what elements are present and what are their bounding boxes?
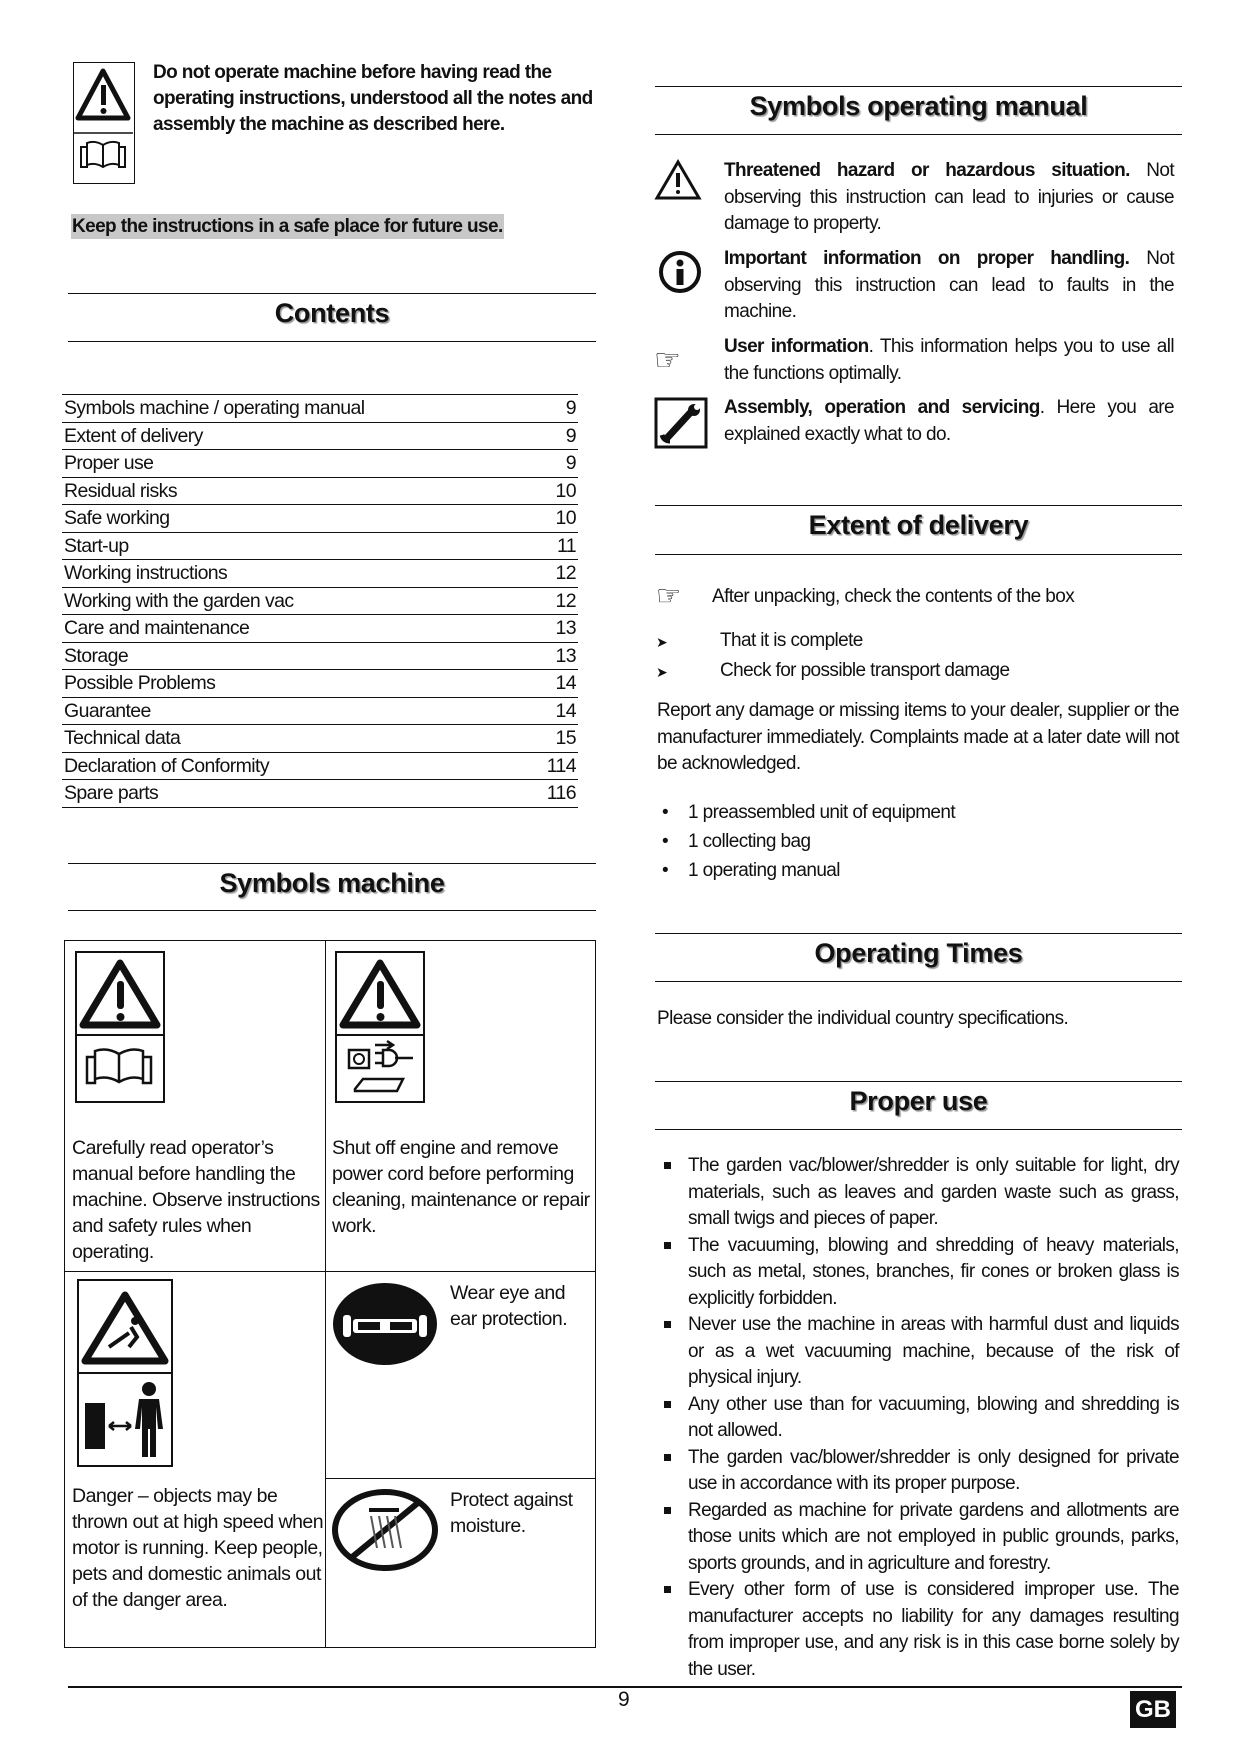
toc-row: [62, 560, 578, 588]
toc-page: 9: [565, 397, 576, 419]
extent-items-list: [662, 798, 956, 885]
square-bullet-icon: [664, 1507, 671, 1514]
extent-check-0: That it is complete: [720, 630, 863, 651]
proper-use-item-text: Any other use than for vacuuming, blowing and shredding is not allowed.: [688, 1393, 1179, 1441]
toc-label: Spare parts: [64, 782, 159, 804]
read-manual-symbol-icon: [75, 951, 165, 1103]
toc-label: Working instructions: [64, 562, 228, 584]
unplug-symbol-icon: [335, 951, 425, 1103]
toc-label: Care and maintenance: [64, 617, 250, 639]
toc-label: Proper use: [64, 452, 154, 474]
toc-row: [62, 753, 578, 781]
toc-page: 13: [555, 617, 576, 639]
warning-read-manual-icon: [73, 62, 135, 184]
toc-row: [62, 615, 578, 643]
toc-page: 15: [555, 727, 576, 749]
proper-use-item-text: Never use the machine in areas with harmful dust and liquids or as a wet vacuuming machine, because of the risk of physical injury.: [688, 1314, 1179, 1388]
symbol-manual-item-3: [724, 395, 1174, 448]
list-item-text: 1 collecting bag: [688, 831, 811, 852]
toc-page: 114: [546, 754, 576, 777]
extent-hint: After unpacking, check the contents of the box: [712, 586, 1075, 607]
extent-heading: Extent of delivery: [808, 510, 1029, 540]
toc-page: 11: [556, 534, 576, 557]
toc-label: Working with the garden vac: [64, 589, 294, 612]
proper-use-item: [688, 1233, 1179, 1313]
proper-use-list: [688, 1153, 1179, 1683]
symbols-manual-heading: Symbols operating manual: [749, 91, 1088, 121]
thrown-objects-symbol-icon: [77, 1279, 173, 1467]
toc-label: Residual risks: [64, 479, 177, 502]
toc-label: Safe working: [64, 507, 170, 529]
toc-row: [62, 698, 578, 726]
toc-row: [62, 533, 578, 561]
pointing-hand-icon: ☞: [654, 344, 681, 377]
proper-use-item-text: The garden vac/blower/shredder is only suitable for light, dry materials, such as leaves and garden waste such as grass, small twigs and pieces of paper.: [688, 1155, 1179, 1229]
toc-label: Symbols machine / operating manual: [64, 397, 365, 419]
toc-row: [62, 780, 578, 808]
extent-report-text: Report any damage or missing items to your dealer, supplier or the manufacturer immediately. Complaints made at a later date will not be acknowledged.: [657, 700, 1179, 774]
list-item: [662, 827, 955, 856]
symbol-manual-item-bold: Assembly, operation and servicing: [724, 397, 1040, 418]
toc-row: [62, 725, 578, 753]
page-number: 9: [618, 1688, 630, 1711]
toc-page: 10: [555, 479, 576, 502]
symbols-machine-table: [64, 940, 596, 1648]
symbol-read-manual-text: Carefully read operator’s manual before handling the machine. Observe instructions and safety rules when operating.: [72, 1137, 320, 1263]
symbol-manual-item-bold: Important information on proper handling.: [724, 248, 1130, 269]
proper-use-item: [688, 1312, 1179, 1392]
square-bullet-icon: [664, 1454, 671, 1461]
symbol-manual-item-0: [724, 158, 1174, 238]
arrow-bullet-icon: ➤: [656, 664, 668, 680]
extent-check-1: Check for possible transport damage: [720, 660, 1010, 681]
toc-row: [62, 423, 578, 451]
keep-instructions-note: Keep the instructions in a safe place for future use.: [72, 216, 503, 237]
toc-label: Technical data: [64, 727, 181, 749]
symbol-manual-item-text: . This information helps you to use all the functions optimally.: [724, 336, 1175, 384]
warning-triangle-icon: [654, 159, 702, 201]
toc-row: [62, 588, 578, 616]
toc-row: [62, 450, 578, 478]
proper-use-item: [688, 1445, 1179, 1498]
square-bullet-icon: [664, 1321, 671, 1328]
proper-use-item-text: Regarded as machine for private gardens and allotments are those units which are not employed in public grounds, parks, sports grounds, and in agriculture and forestry.: [688, 1499, 1179, 1574]
toc-page: 12: [555, 562, 576, 584]
square-bullet-icon: [664, 1242, 671, 1249]
symbol-unplug-text: Shut off engine and remove power cord before performing cleaning, maintenance or repair work.: [332, 1137, 590, 1237]
symbol-manual-item-2: [724, 334, 1174, 387]
bullet-dot-icon: •: [662, 831, 669, 852]
symbol-manual-item-bold: Threatened hazard or hazardous situation.: [724, 160, 1130, 181]
protect-moisture-icon: [331, 1488, 439, 1572]
toc-row: [62, 643, 578, 671]
symbol-moisture-text: Protect against moisture.: [450, 1489, 573, 1537]
toc-page: 116: [546, 782, 576, 804]
toc-page: 14: [555, 699, 576, 722]
proper-use-item: [688, 1577, 1179, 1683]
symbol-eye-ear-text: Wear eye and ear protection.: [450, 1282, 568, 1330]
toc-label: Storage: [64, 644, 129, 667]
list-item: [662, 798, 956, 827]
toc-row: [62, 670, 578, 698]
bullet-dot-icon: •: [662, 860, 669, 881]
symbol-manual-item-text: . Here you are explained exactly what to do.: [724, 397, 1174, 445]
proper-use-item: [688, 1392, 1179, 1445]
pointing-hand-icon: ☞: [656, 580, 682, 611]
symbol-manual-item-bold: User information: [724, 336, 869, 357]
toc-label: Start-up: [64, 534, 129, 557]
list-item-text: 1 preassembled unit of equipment: [688, 802, 956, 823]
proper-use-item-text: The vacuuming, blowing and shredding of heavy materials, such as metal, stones, branches, fir cones or broken glass is explicitly forbidden.: [688, 1234, 1179, 1309]
proper-use-heading: Proper use: [849, 1086, 988, 1116]
list-item: [662, 856, 955, 885]
toc-page: 13: [555, 644, 576, 667]
list-item-text: 1 operating manual: [688, 860, 840, 881]
toc-page: 9: [565, 452, 576, 474]
symbol-manual-item-1: [724, 246, 1174, 326]
language-badge: GB: [1130, 1691, 1176, 1728]
square-bullet-icon: [664, 1586, 671, 1593]
toc-label: Guarantee: [64, 699, 151, 722]
toc-label: Declaration of Conformity: [64, 754, 270, 777]
proper-use-item-text: Every other form of use is considered improper use. The manufacturer accepts no liability for any damages resulting from improper use, and any risk is in this case borne solely by the user.: [688, 1579, 1179, 1680]
proper-use-item-text: The garden vac/blower/shredder is only designed for private use in accordance with its proper purpose.: [688, 1446, 1179, 1494]
square-bullet-icon: [664, 1401, 671, 1408]
info-icon: [658, 250, 702, 294]
operating-times-heading: Operating Times: [814, 938, 1023, 968]
table-of-contents: [62, 394, 578, 808]
toc-page: 12: [555, 589, 576, 612]
symbols-machine-heading: Symbols machine: [219, 868, 445, 898]
proper-use-item: [688, 1498, 1179, 1578]
toc-label: Possible Problems: [64, 672, 216, 694]
toc-row: [62, 505, 578, 533]
eye-ear-protection-icon: [331, 1281, 439, 1367]
operating-times-text: Please consider the individual country specifications.: [657, 1008, 1069, 1029]
toc-label: Extent of delivery: [64, 424, 203, 447]
proper-use-item: [688, 1153, 1179, 1233]
contents-heading: Contents: [274, 298, 390, 328]
square-bullet-icon: [664, 1162, 671, 1169]
toc-page: 9: [565, 424, 576, 447]
toc-row: [62, 478, 578, 506]
bullet-dot-icon: •: [662, 802, 669, 823]
intro-warning-text: Do not operate machine before having read the operating instructions, understood all the notes and assembly the machine as described here.: [153, 62, 593, 135]
arrow-bullet-icon: ➤: [656, 634, 668, 650]
symbol-manual-item-text: Not observing this instruction can lead to injuries or cause damage to property.: [724, 160, 1174, 234]
toc-page: 14: [555, 672, 576, 694]
symbol-thrown-objects-text: Danger – objects may be thrown out at high speed when motor is running. Keep people, pets and domestic animals out of the danger area.: [72, 1485, 324, 1611]
symbol-manual-item-text: Not observing this instruction can lead to faults in the machine.: [724, 248, 1174, 322]
wrench-icon: [654, 397, 708, 449]
toc-row: [62, 395, 578, 423]
toc-page: 10: [555, 507, 576, 529]
